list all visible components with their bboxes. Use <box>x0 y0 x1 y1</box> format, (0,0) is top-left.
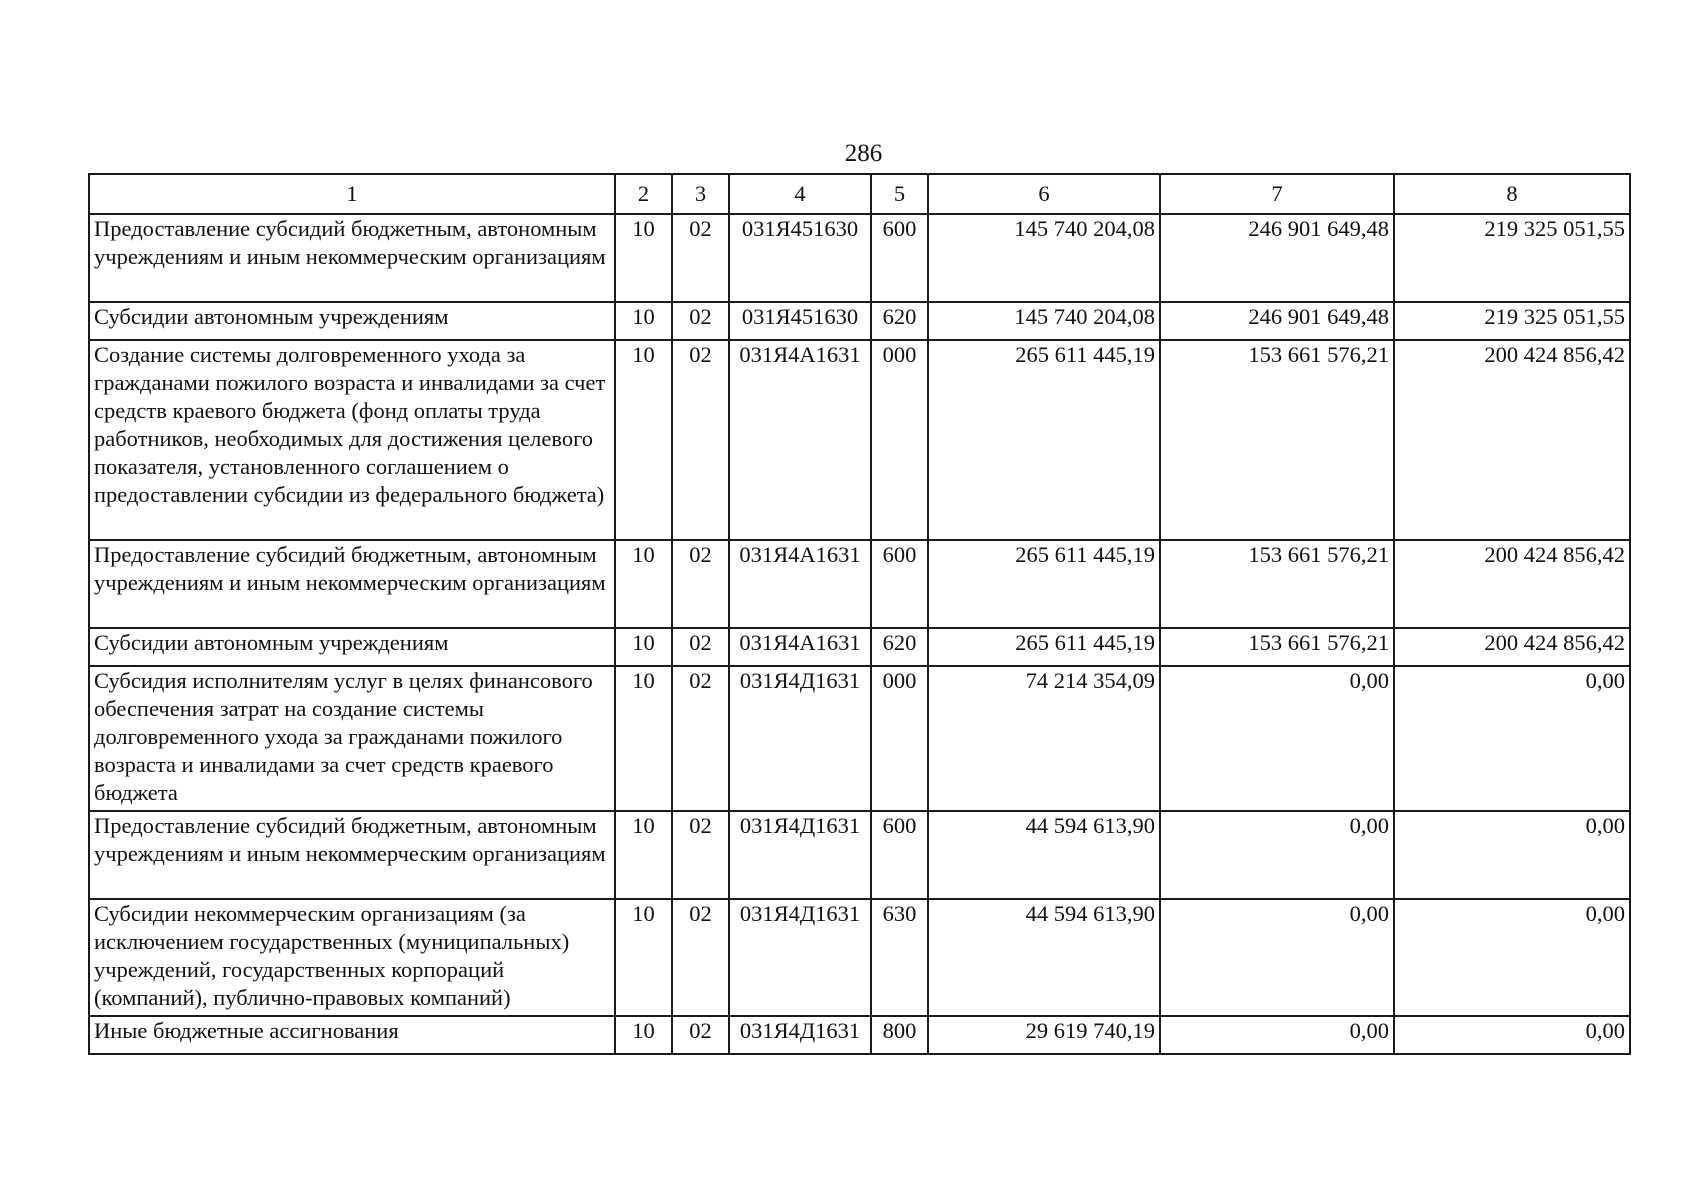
header-cell: 2 <box>615 174 672 214</box>
subsection-cell: 02 <box>672 666 729 811</box>
amount-col6-cell: 265 611 445,19 <box>928 340 1160 540</box>
subsection-cell: 02 <box>672 811 729 899</box>
subsection-cell: 02 <box>672 628 729 666</box>
expense-type-cell: 600 <box>871 214 928 302</box>
table-row <box>89 302 1630 340</box>
amount-col6-cell: 44 594 613,90 <box>928 811 1160 899</box>
amount-col7-cell: 153 661 576,21 <box>1160 628 1394 666</box>
subsection-cell: 02 <box>672 540 729 628</box>
row-name-cell: Создание системы долговременного ухода за гражданами пожилого возраста и инвалидами за счет средств краевого бюджета (фонд оплаты труда работников, необходимых для достижения целевого показателя, установленного соглашением о предоставлении субсидии из федерального бюджета) <box>89 340 615 540</box>
target-article-cell: 031Я4Д1631 <box>729 899 871 1016</box>
subsection-cell: 02 <box>672 1016 729 1054</box>
table-row <box>89 214 1630 302</box>
amount-col7-cell: 0,00 <box>1160 666 1394 811</box>
row-name-cell: Предоставление субсидий бюджетным, автономным учреждениям и иным некоммерческим организациям <box>89 214 615 302</box>
amount-col6-cell: 145 740 204,08 <box>928 302 1160 340</box>
header-cell: 5 <box>871 174 928 214</box>
header-cell: 8 <box>1394 174 1630 214</box>
row-name-cell: Предоставление субсидий бюджетным, автономным учреждениям и иным некоммерческим организациям <box>89 811 615 899</box>
section-cell: 10 <box>615 666 672 811</box>
row-name-cell: Иные бюджетные ассигнования <box>89 1016 615 1054</box>
amount-col8-cell: 0,00 <box>1394 666 1630 811</box>
section-cell: 10 <box>615 340 672 540</box>
amount-col8-cell: 200 424 856,42 <box>1394 628 1630 666</box>
subsection-cell: 02 <box>672 214 729 302</box>
section-cell: 10 <box>615 811 672 899</box>
amount-col7-cell: 246 901 649,48 <box>1160 302 1394 340</box>
amount-col8-cell: 0,00 <box>1394 1016 1630 1054</box>
table-row <box>89 540 1630 628</box>
expense-type-cell: 620 <box>871 628 928 666</box>
amount-col6-cell: 29 619 740,19 <box>928 1016 1160 1054</box>
section-cell: 10 <box>615 628 672 666</box>
table-row <box>89 811 1630 899</box>
expense-type-cell: 620 <box>871 302 928 340</box>
table-row <box>89 628 1630 666</box>
page-number: 286 <box>844 140 883 167</box>
header-cell: 1 <box>89 174 615 214</box>
amount-col7-cell: 0,00 <box>1160 1016 1394 1054</box>
table-row <box>89 666 1630 811</box>
amount-col7-cell: 0,00 <box>1160 811 1394 899</box>
row-name-cell: Предоставление субсидий бюджетным, автономным учреждениям и иным некоммерческим организациям <box>89 540 615 628</box>
amount-col7-cell: 153 661 576,21 <box>1160 540 1394 628</box>
amount-col8-cell: 200 424 856,42 <box>1394 540 1630 628</box>
target-article-cell: 031Я4Д1631 <box>729 666 871 811</box>
section-cell: 10 <box>615 302 672 340</box>
table-row <box>89 899 1630 1016</box>
subsection-cell: 02 <box>672 340 729 540</box>
amount-col8-cell: 200 424 856,42 <box>1394 340 1630 540</box>
row-name-cell: Субсидии автономным учреждениям <box>89 302 615 340</box>
row-name-cell: Субсидии некоммерческим организациям (за исключением государственных (муниципальных) учреждений, государственных корпораций (компаний), публично-правовых компаний) <box>89 899 615 1016</box>
amount-col7-cell: 153 661 576,21 <box>1160 340 1394 540</box>
expense-type-cell: 600 <box>871 540 928 628</box>
subsection-cell: 02 <box>672 899 729 1016</box>
amount-col6-cell: 44 594 613,90 <box>928 899 1160 1016</box>
amount-col8-cell: 0,00 <box>1394 899 1630 1016</box>
amount-col6-cell: 265 611 445,19 <box>928 540 1160 628</box>
budget-table <box>88 173 1631 1055</box>
amount-col6-cell: 145 740 204,08 <box>928 214 1160 302</box>
header-cell: 7 <box>1160 174 1394 214</box>
subsection-cell: 02 <box>672 302 729 340</box>
header-row <box>89 174 1630 214</box>
amount-col8-cell: 219 325 051,55 <box>1394 302 1630 340</box>
target-article-cell: 031Я4Д1631 <box>729 811 871 899</box>
target-article-cell: 031Я4А1631 <box>729 340 871 540</box>
expense-type-cell: 800 <box>871 1016 928 1054</box>
expense-type-cell: 000 <box>871 666 928 811</box>
amount-col8-cell: 219 325 051,55 <box>1394 214 1630 302</box>
header-cell: 3 <box>672 174 729 214</box>
section-cell: 10 <box>615 1016 672 1054</box>
target-article-cell: 031Я451630 <box>729 302 871 340</box>
table-row <box>89 1016 1630 1054</box>
row-name-cell: Субсидия исполнителям услуг в целях финансового обеспечения затрат на создание системы долговременного ухода за гражданами пожилого возраста и инвалидами за счет средств краевого бюджета <box>89 666 615 811</box>
section-cell: 10 <box>615 899 672 1016</box>
amount-col6-cell: 74 214 354,09 <box>928 666 1160 811</box>
target-article-cell: 031Я451630 <box>729 214 871 302</box>
header-cell: 4 <box>729 174 871 214</box>
amount-col6-cell: 265 611 445,19 <box>928 628 1160 666</box>
amount-col7-cell: 246 901 649,48 <box>1160 214 1394 302</box>
table-row <box>89 340 1630 540</box>
section-cell: 10 <box>615 214 672 302</box>
row-name-cell: Субсидии автономным учреждениям <box>89 628 615 666</box>
target-article-cell: 031Я4А1631 <box>729 540 871 628</box>
amount-col8-cell: 0,00 <box>1394 811 1630 899</box>
header-cell: 6 <box>928 174 1160 214</box>
amount-col7-cell: 0,00 <box>1160 899 1394 1016</box>
expense-type-cell: 600 <box>871 811 928 899</box>
target-article-cell: 031Я4Д1631 <box>729 1016 871 1054</box>
expense-type-cell: 630 <box>871 899 928 1016</box>
expense-type-cell: 000 <box>871 340 928 540</box>
target-article-cell: 031Я4А1631 <box>729 628 871 666</box>
section-cell: 10 <box>615 540 672 628</box>
